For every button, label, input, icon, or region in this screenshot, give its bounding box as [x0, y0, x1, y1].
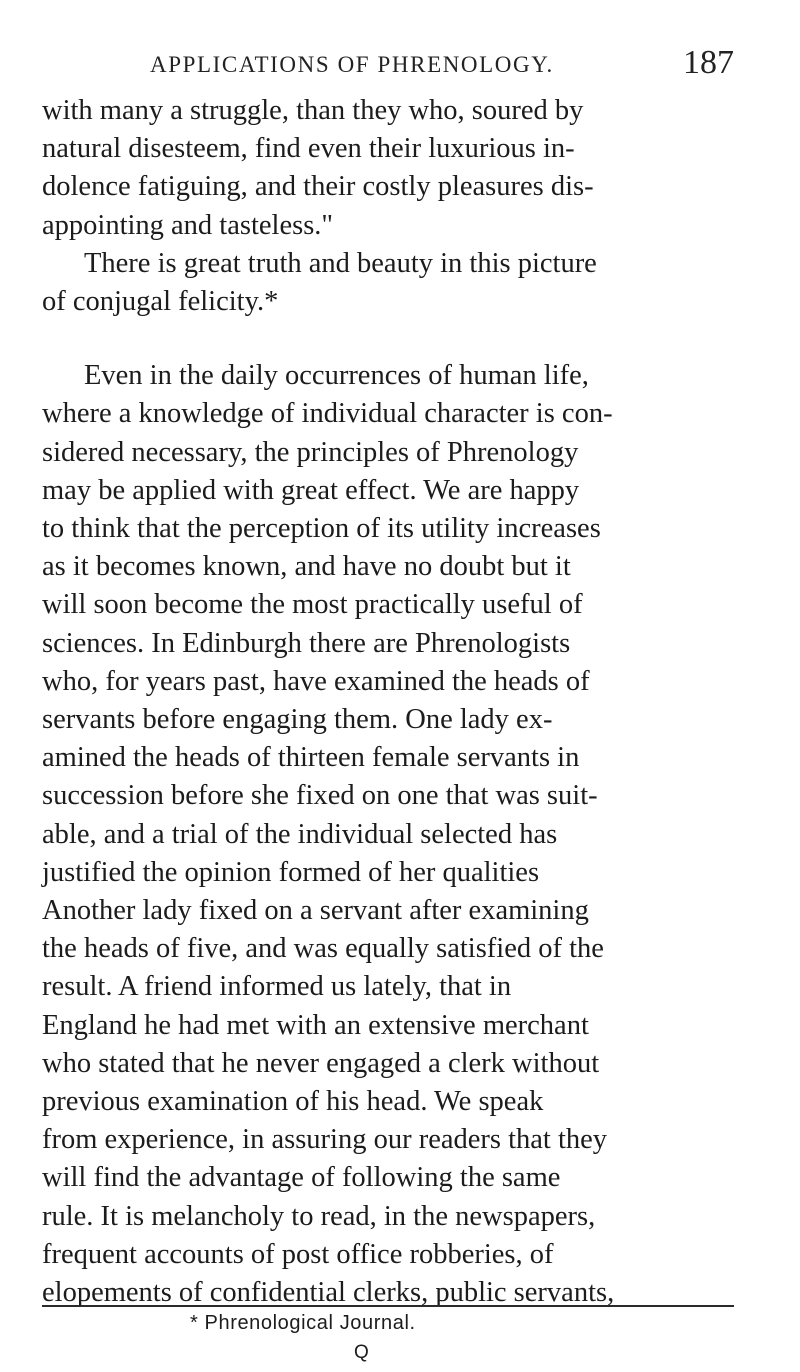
text-line: the heads of five, and was equally satisfied of the [42, 933, 604, 965]
text-line: amined the heads of thirteen female servants in [42, 742, 580, 774]
signature-mark: Q [354, 1342, 369, 1363]
footnote-rule [42, 1305, 734, 1307]
text-line: rule. It is melancholy to read, in the newspapers, [42, 1200, 596, 1232]
text-line: able, and a trial of the individual selected has [42, 818, 558, 850]
text-line: result. A friend informed us lately, that in [42, 971, 512, 1003]
body-text [42, 92, 734, 1312]
text-line: may be applied with great effect. We are happy [42, 474, 580, 506]
text-line: of conjugal felicity.* [42, 286, 279, 318]
text-line: sidered necessary, the principles of Phrenology [42, 436, 579, 468]
text-line: natural disesteem, find even their luxurious in- [42, 133, 575, 165]
paragraph-gap [42, 321, 734, 357]
text-line: elopements of confidential clerks, public servants, [42, 1277, 615, 1309]
text-line: previous examination of his head. We speak [42, 1086, 544, 1118]
text-line: who stated that he never engaged a clerk without [42, 1047, 600, 1079]
text-line: sciences. In Edinburgh there are Phrenologists [42, 627, 571, 659]
text-line: Even in the daily occurrences of human life, [84, 360, 589, 392]
text-line: succession before she fixed on one that was suit- [42, 780, 598, 812]
text-line: England he had met with an extensive merchant [42, 1009, 589, 1041]
text-line: with many a struggle, than they who, soured by [42, 95, 584, 126]
text-line: There is great truth and beauty in this picture [84, 247, 597, 279]
text-line: will find the advantage of following the same [42, 1162, 561, 1194]
text-line: appointing and tasteless." [42, 209, 334, 241]
text-line: to think that the perception of its utility increases [42, 513, 601, 545]
footnote: * Phrenological Journal. [190, 1312, 416, 1334]
text-line: where a knowledge of individual character is con- [42, 398, 613, 430]
text-line: Another lady fixed on a servant after examining [42, 895, 589, 927]
text-line: who, for years past, have examined the heads of [42, 665, 590, 697]
running-title: APPLICATIONS OF PHRENOLOGY. [150, 52, 554, 77]
text-line: from experience, in assuring our readers that they [42, 1124, 608, 1156]
text-line: servants before engaging them. One lady ex- [42, 704, 553, 736]
text-line: frequent accounts of post office robberies, of [42, 1238, 554, 1270]
text-line: as it becomes known, and have no doubt but it [42, 551, 571, 583]
page-number: 187 [683, 44, 734, 81]
text-line: dolence fatiguing, and their costly pleasures dis- [42, 171, 594, 203]
text-line: justified the opinion formed of her qualities [42, 856, 540, 888]
running-head [150, 44, 734, 84]
text-line: will soon become the most practically useful of [42, 589, 583, 621]
